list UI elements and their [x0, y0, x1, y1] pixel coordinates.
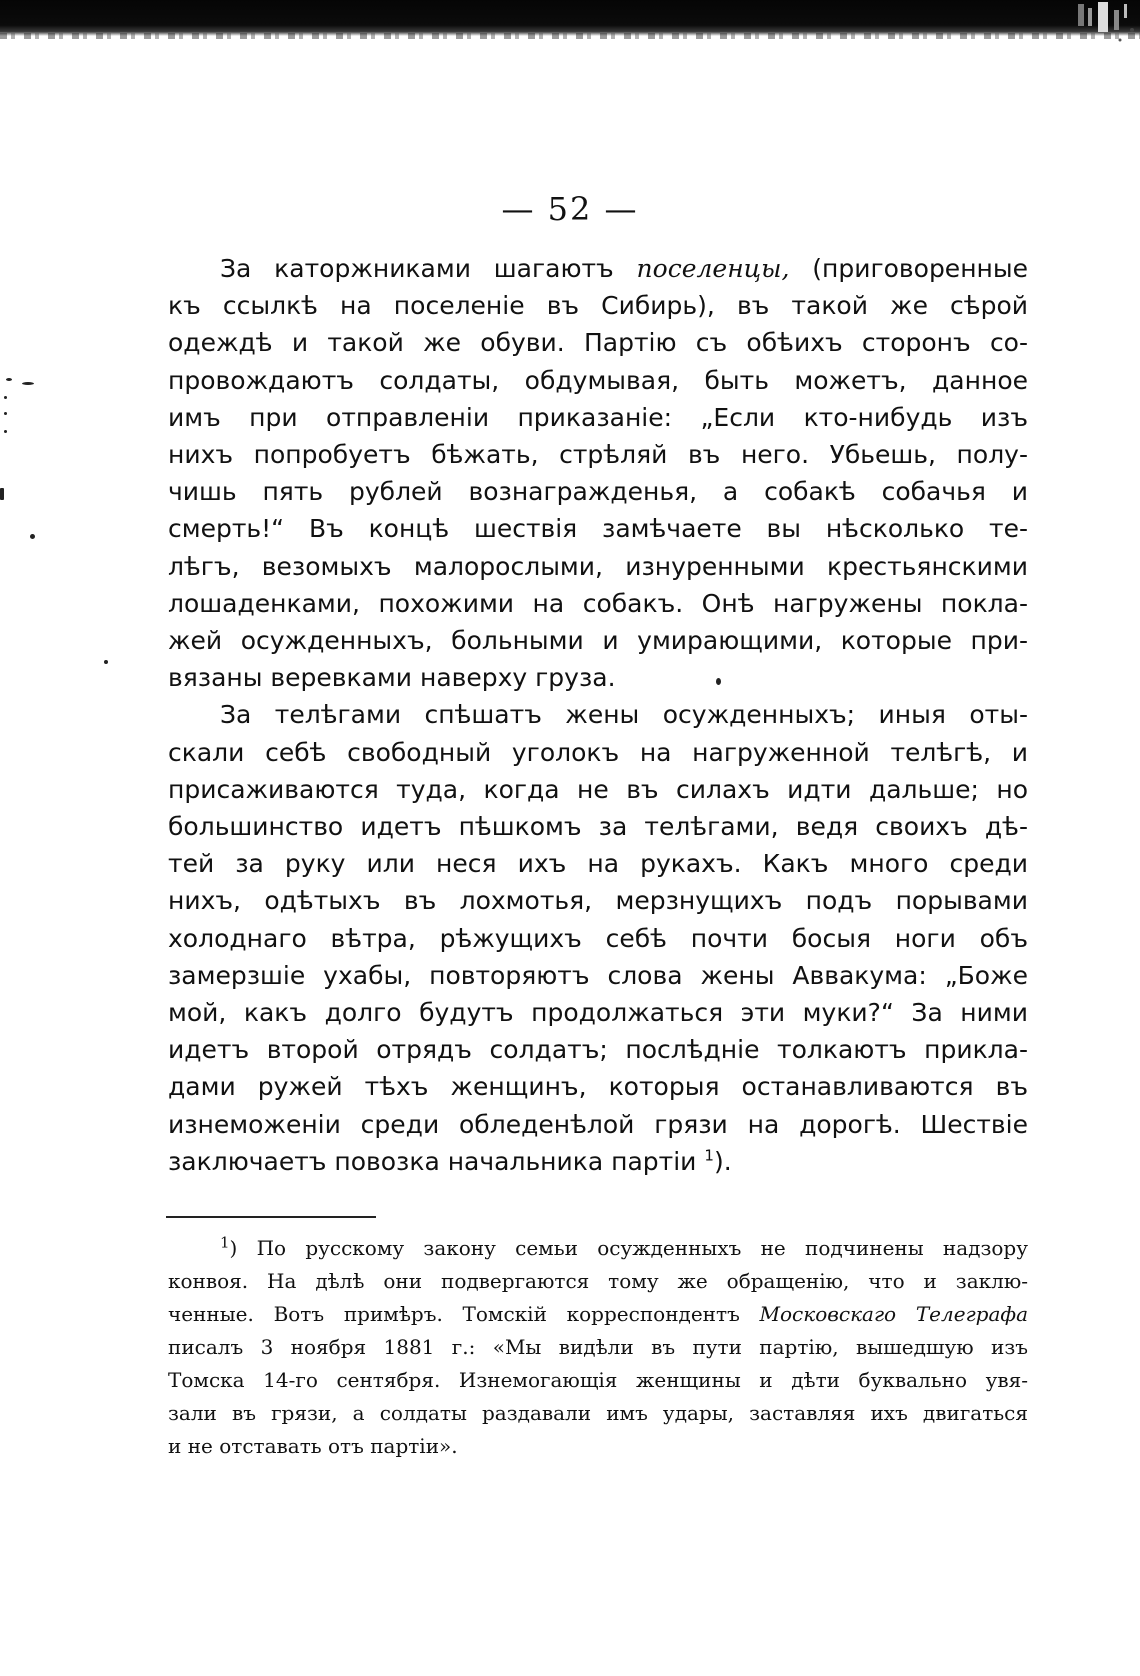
scan-corner-specks — [1070, 0, 1140, 48]
text-line: смерть!“ Въ концѣ шествія замѣчаете вы нѣсколько те- — [168, 514, 1028, 544]
text-line: одеждѣ и такой же обуви. Партію съ обѣихъ сторонъ со- — [168, 328, 1028, 358]
footnote-divider — [166, 1216, 376, 1218]
text-line: скали себѣ свободный уголокъ на нагруженной телѣгѣ, и — [168, 737, 1028, 767]
text-line: изнеможеніи среди обледенѣлой грязи на дорогѣ. Шествіе — [168, 1109, 1028, 1139]
footnote-line: конвоя. На дѣлѣ они подвергаются тому же обращенію, что и заклю- — [168, 1269, 1028, 1293]
footnote-line: $^1$) По русскому закону семьи осужденныхъ не подчинены надзору — [220, 1233, 1028, 1260]
footnote-line: и не отставать отъ партіи». — [168, 1434, 458, 1458]
margin-mark — [0, 488, 4, 500]
margin-mark — [22, 382, 34, 385]
footnote-line: Томска 14-го сентября. Изнемогающія женщины и дѣти буквально увя- — [168, 1368, 1028, 1392]
paragraph-1 — [168, 250, 1028, 696]
text-line: дами ружей тѣхъ женщинъ, которыя останавливаются въ — [168, 1072, 1028, 1102]
text-line: лѣгъ, везомыхъ малорослыми, изнуренными крестьянскими — [168, 551, 1028, 581]
footnote-marker: 1 — [220, 1233, 230, 1252]
text-line: идетъ второй отрядъ солдатъ; послѣдніе толкаютъ прикла- — [168, 1035, 1028, 1065]
margin-mark — [4, 430, 7, 433]
footnote — [168, 1232, 1028, 1463]
footnote-ref: 1 — [704, 1146, 714, 1165]
text-line: нихъ, одѣтыхъ въ лохмотья, мерзнущихъ подъ порывами — [168, 886, 1028, 916]
text-line: За каторжниками шагаютъ поселенцы, (приговоренные — [220, 254, 1028, 283]
margin-mark — [4, 396, 7, 399]
text-line: присаживаются туда, когда не въ силахъ идти дальше; но — [168, 774, 1028, 804]
text-line: къ ссылкѣ на поселеніе въ Сибирь), въ такой же сѣрой — [168, 291, 1028, 321]
footnote-line: зали въ грязи, а солдаты раздавали имъ удары, заставляя ихъ двигаться — [168, 1401, 1028, 1425]
margin-mark — [30, 534, 35, 539]
footnote-line: писалъ 3 ноября 1881 г.: «Мы видѣли въ пути партію, вышедшую изъ — [168, 1335, 1028, 1359]
margin-mark — [6, 378, 12, 381]
text-line: холоднаго вѣтра, рѣжущихъ себѣ почти босыя ноги объ — [168, 923, 1028, 953]
page-number: — 52 — — [501, 190, 639, 228]
scan-dark-edge — [0, 0, 1140, 36]
main-text — [168, 250, 1028, 1180]
text-line: замерзшіе ухабы, повторяютъ слова жены Аввакума: „Боже — [168, 960, 1028, 990]
text-line: За телѣгами спѣшатъ жены осужденныхъ; иныя оты- — [220, 700, 1028, 730]
footnote-line: ченные. Вотъ примѣръ. Томскій корреспондентъ Московскаго Телеграфа — [168, 1302, 1028, 1326]
text-line: чишь пять рублей вознагражденья, а собакѣ собачья и — [168, 477, 1028, 507]
text-line: имъ при отправленіи приказаніе: „Если кто-нибудь изъ — [168, 402, 1028, 432]
text-line: нихъ попробуетъ бѣжать, стрѣляй въ него. Убьешь, полу- — [168, 440, 1028, 470]
paragraph-2 — [168, 696, 1028, 1180]
margin-mark — [104, 660, 108, 664]
text-line: большинство идетъ пѣшкомъ за телѣгами, ведя своихъ дѣ- — [168, 812, 1028, 842]
scan-edge-texture — [0, 33, 1140, 39]
text-line: лошаденками, похожими на собакъ. Онѣ нагружены покла- — [168, 588, 1028, 618]
text-line: жей осужденныхъ, больными и умирающими, которые при- — [168, 626, 1028, 656]
text-line: заключаетъ повозка начальника партіи $^1$). — [168, 1146, 732, 1176]
text-line: тей за руку или неся ихъ на рукахъ. Какъ много среди — [168, 849, 1028, 879]
text-line: провождаютъ солдаты, обдумывая, быть можетъ, данное — [168, 365, 1028, 395]
text-line: вязаны веревками наверху груза. — [168, 663, 616, 693]
italic-title: Московскаго Телеграфа — [759, 1302, 1028, 1326]
margin-mark — [4, 412, 7, 415]
text-line: мой, какъ долго будутъ продолжаться эти муки?“ За ними — [168, 998, 1028, 1028]
italic-term: поселенцы, — [636, 254, 790, 283]
